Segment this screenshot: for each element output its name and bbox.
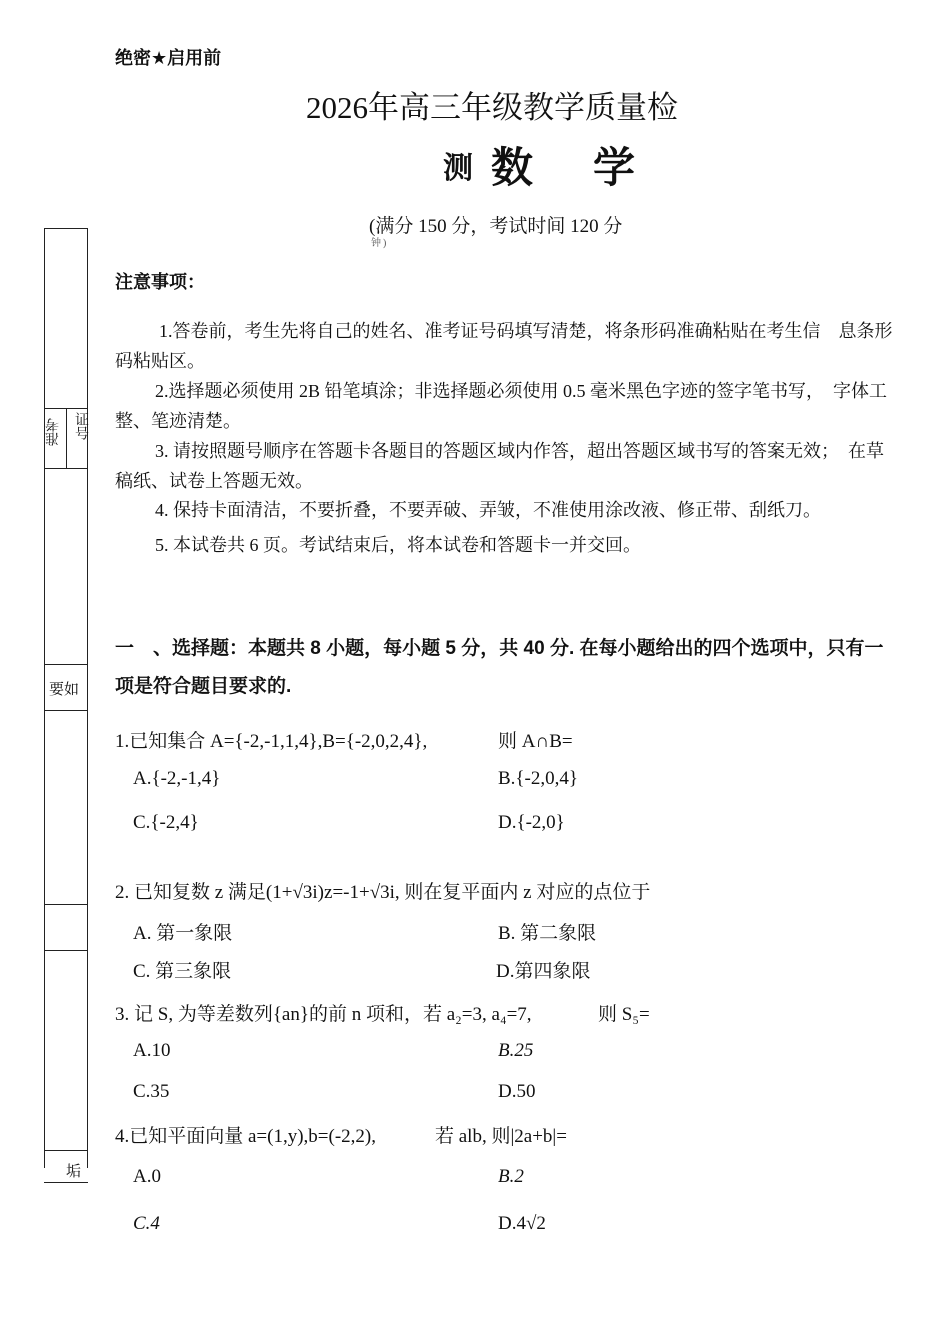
question-1-stem-end: 则 A∩B= bbox=[498, 731, 573, 752]
question-3-option-a: A.10 bbox=[133, 1040, 171, 1061]
binding-strip-divider bbox=[44, 1182, 88, 1183]
binding-strip-divider bbox=[44, 468, 88, 469]
question-3-option-b: B.25 bbox=[498, 1040, 534, 1061]
question-1-option-b: B.{-2,0,4} bbox=[498, 768, 578, 789]
notes-heading: 注意事项： bbox=[115, 272, 205, 292]
strip-label-bottom: 垢 bbox=[66, 1164, 82, 1180]
question-3-option-d: D.50 bbox=[498, 1081, 536, 1102]
binding-strip-divider bbox=[44, 710, 88, 711]
question-2-option-c: C. 第三象限 bbox=[133, 961, 232, 982]
question-4-stem-end: 若 alb, 则|2a+b|= bbox=[435, 1126, 567, 1147]
subject-title: 数学 bbox=[491, 146, 696, 192]
question-3-stem: 3. 记 S, 为等差数列{an}的前 n 项和，若 a₂=3, a₄=7, bbox=[115, 1004, 532, 1025]
confidential-label: 绝密★启用前 bbox=[115, 48, 222, 68]
question-1-option-d: D.{-2,0} bbox=[498, 812, 565, 833]
question-1-option-c: C.{-2,4} bbox=[133, 812, 199, 833]
strip-label-exam-number-b: 证号 bbox=[73, 412, 88, 440]
question-2-option-a: A. 第一象限 bbox=[133, 923, 233, 944]
exam-subtitle-tail: 钟) bbox=[371, 238, 389, 249]
question-4-stem: 4.已知平面向量 a=(1,y),b=(-2,2), bbox=[115, 1126, 376, 1147]
question-1-stem: 1.已知集合 A={-2,-1,1,4},B={-2,0,2,4}, bbox=[115, 731, 428, 752]
question-3-stem-end: 则 S₅= bbox=[598, 1004, 650, 1025]
question-4-option-a: A.0 bbox=[133, 1166, 161, 1187]
strip-label-middle: 要如 bbox=[49, 682, 80, 698]
note-item: 2.选择题必须使用 2B 铅笔填涂；非选择题必须使用 0.5 毫米黑色字迹的签字笔书写， 字体工整、笔迹清楚。 bbox=[115, 381, 888, 431]
strip-label-exam-number-a: 准考 bbox=[46, 418, 61, 446]
question-2-option-b: B. 第二象限 bbox=[498, 923, 597, 944]
exam-title: 2026年高三年级教学质量检 bbox=[306, 90, 678, 125]
binding-strip-divider bbox=[44, 1150, 88, 1151]
question-2-stem: 2. 已知复数 z 满足(1+√3i)z=-1+√3i, 则在复平面内 z 对应的点位于 bbox=[115, 882, 651, 903]
note-item: 4. 保持卡面清洁，不要折叠，不要弄破、弄皱，不准使用涂改液、修正带、刮纸刀。 bbox=[155, 500, 821, 520]
question-4-option-b: B.2 bbox=[498, 1166, 524, 1187]
question-3-option-c: C.35 bbox=[133, 1081, 170, 1102]
question-4-option-c: C.4 bbox=[133, 1213, 160, 1234]
binding-strip-divider bbox=[44, 664, 88, 665]
exam-subtitle: (满分 150 分，考试时间 120 分 bbox=[369, 216, 623, 237]
note-item: 1.答卷前，考生先将自己的姓名、准考证号码填写清楚，将条形码准确粘贴在考生信 息条形码粘贴区。 bbox=[115, 321, 893, 371]
binding-strip-divider bbox=[44, 904, 88, 905]
section-heading: 一 、选择题：本题共 8 小题，每小题 5 分，共 40 分. 在每小题给出的四个选项中，只有一 项是符合题目要求的. bbox=[115, 638, 903, 697]
question-2-option-d: D.第四象限 bbox=[496, 961, 591, 982]
question-4-option-d: D.4√2 bbox=[498, 1213, 546, 1234]
binding-strip-divider bbox=[44, 950, 88, 951]
question-1-option-a: A.{-2,-1,4} bbox=[133, 768, 221, 789]
note-item: 3. 请按照题号顺序在答题卡各题目的答题区域内作答，超出答题区域书写的答案无效； 在草稿纸、试卷上答题无效。 bbox=[115, 441, 884, 491]
note-item: 5. 本试卷共 6 页。考试结束后，将本试卷和答题卡一并交回。 bbox=[155, 535, 641, 555]
binding-strip-vline bbox=[66, 408, 67, 468]
exam-title-continued: 测 bbox=[443, 152, 473, 185]
